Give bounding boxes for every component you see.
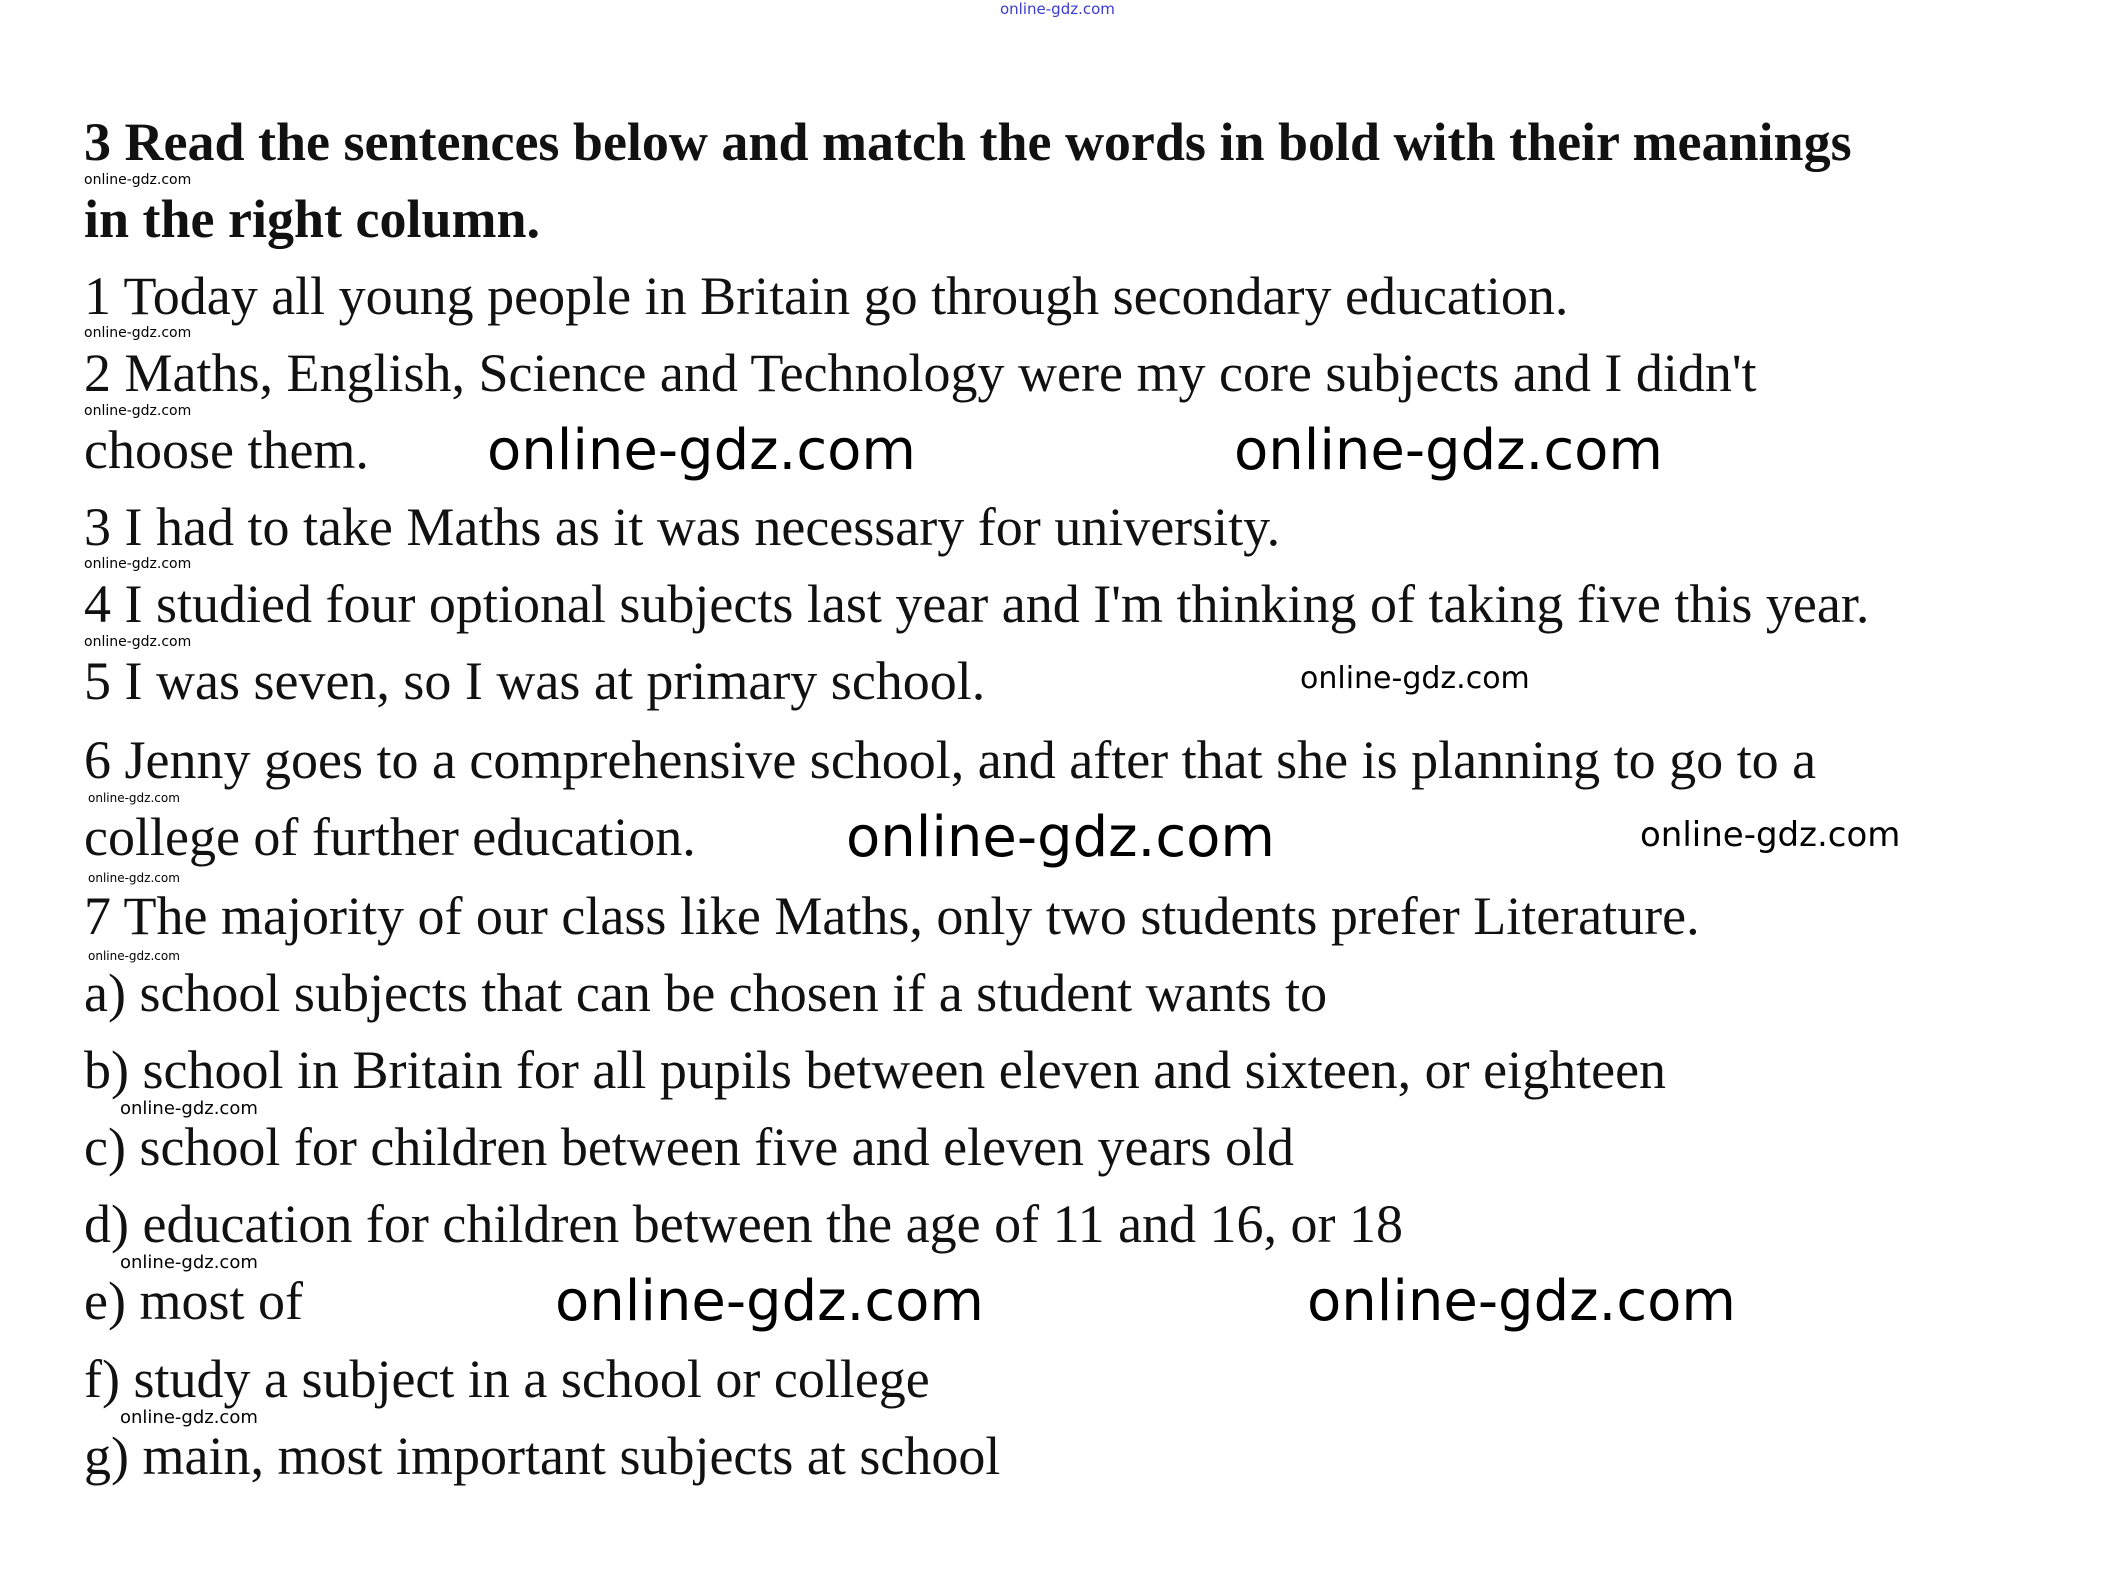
exercise-title-cont: in the right column. [84, 189, 541, 249]
meaning-a: a) school subjects that can be chosen if a student wants to [84, 963, 1328, 1023]
meaning-g: g) main, most important subjects at school [84, 1426, 1001, 1486]
watermark-top: online-gdz.com [1000, 0, 1115, 18]
sentence-7: 7 The majority of our class like Maths, only two students prefer Literature. [84, 886, 1700, 946]
watermark-small: online-gdz.com [84, 172, 192, 188]
meaning-c: c) school for children between five and eleven years old [84, 1117, 1294, 1177]
watermark-small: online-gdz.com [120, 1407, 258, 1428]
meaning-b: b) school in Britain for all pupils between eleven and sixteen, or eighteen [84, 1040, 1667, 1100]
watermark-large: online-gdz.com [487, 418, 916, 483]
watermark-large: online-gdz.com [1234, 418, 1663, 483]
sentence-2: 2 Maths, English, Science and Technology were my core subjects and I didn't [84, 343, 1757, 403]
meaning-f: f) study a subject in a school or college [84, 1349, 930, 1409]
watermark-small: online-gdz.com [88, 871, 180, 885]
sentence-5: 5 I was seven, so I was at primary school. [84, 651, 986, 711]
meaning-d: d) education for children between the age of 11 and 16, or 18 [84, 1194, 1404, 1254]
watermark-small: online-gdz.com [84, 325, 192, 341]
watermark-large: online-gdz.com [1307, 1269, 1736, 1334]
watermark-small: online-gdz.com [120, 1252, 258, 1273]
sentence-6-cont: college of further education. [84, 807, 696, 867]
meaning-e: e) most of [84, 1271, 303, 1331]
watermark-small: online-gdz.com [120, 1098, 258, 1119]
watermark-small: online-gdz.com [88, 791, 180, 805]
watermark-small: online-gdz.com [84, 634, 192, 650]
sentence-3: 3 I had to take Maths as it was necessary for university. [84, 497, 1281, 557]
watermark-large: online-gdz.com [555, 1269, 984, 1334]
watermark-small: online-gdz.com [84, 556, 192, 572]
watermark-large: online-gdz.com [846, 805, 1275, 870]
watermark-medium: online-gdz.com [1640, 815, 1901, 855]
watermark-small: online-gdz.com [84, 403, 192, 419]
watermark-small: online-gdz.com [88, 949, 180, 963]
sentence-1: 1 Today all young people in Britain go through secondary education. [84, 266, 1569, 326]
exercise-title: 3 Read the sentences below and match the words in bold with their meanings [84, 112, 1852, 172]
watermark-medium: online-gdz.com [1300, 661, 1530, 696]
sentence-6: 6 Jenny goes to a comprehensive school, and after that she is planning to go to a [84, 730, 1817, 790]
sentence-4: 4 I studied four optional subjects last year and I'm thinking of taking five this year. [84, 574, 1870, 634]
sentence-2-cont: choose them. [84, 420, 369, 480]
